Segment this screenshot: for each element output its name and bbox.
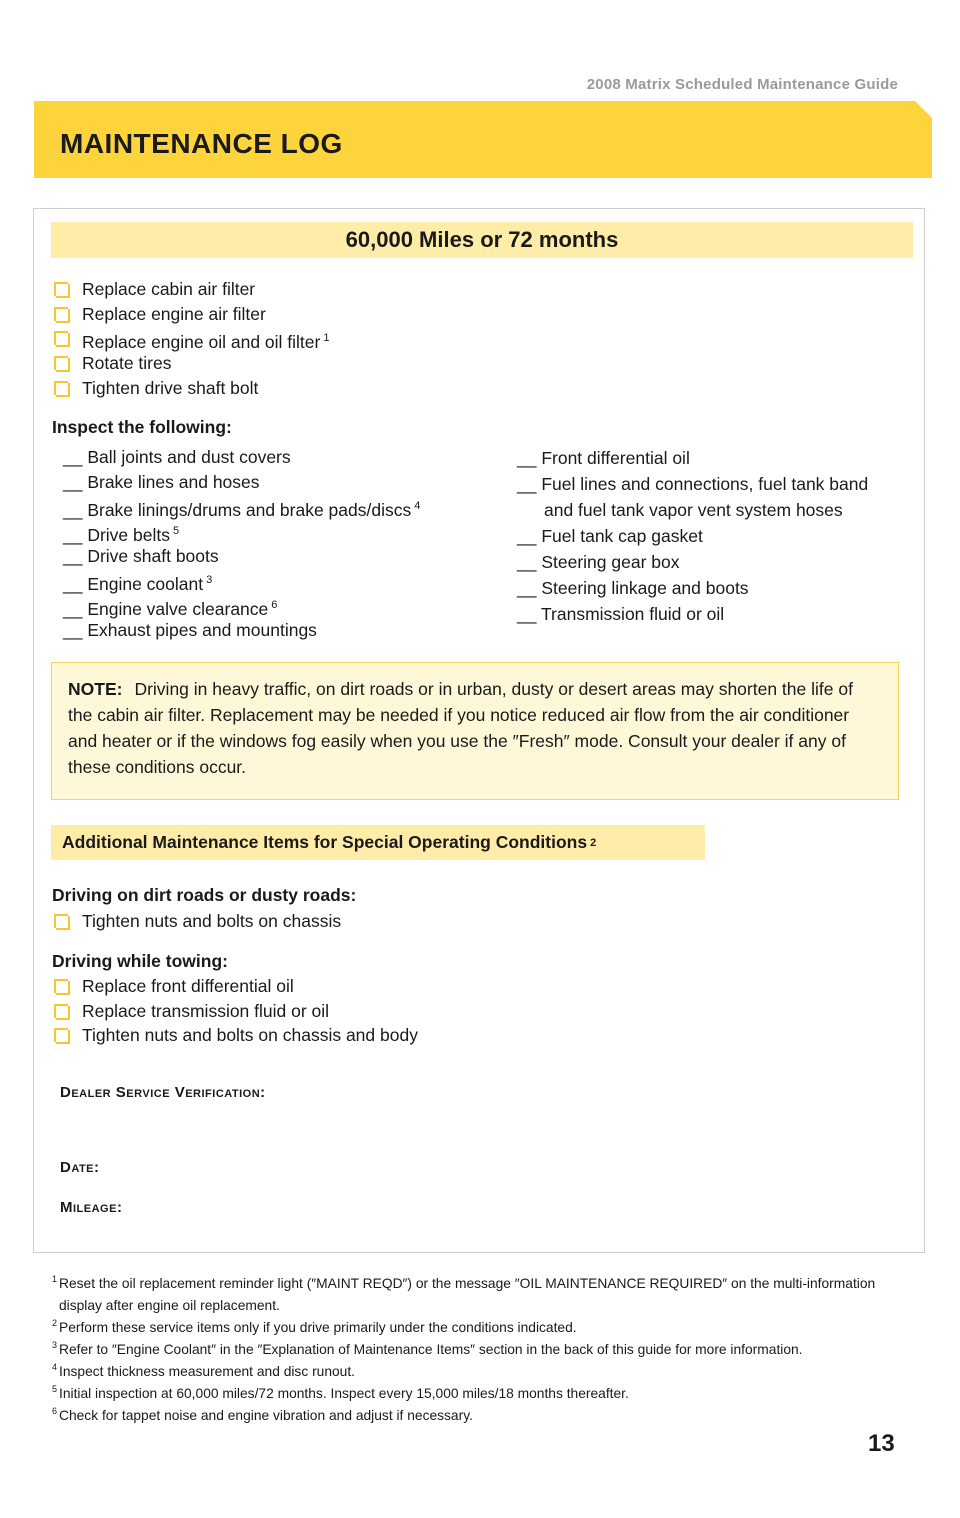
- inspect-item: __ Drive shaft boots: [63, 545, 219, 566]
- footnote: 6 Check for tappet noise and engine vibration and adjust if necessary.: [52, 1406, 473, 1423]
- checklist-item[interactable]: Replace cabin air filter: [52, 277, 329, 302]
- checkbox-icon[interactable]: [54, 307, 68, 321]
- mileage-label: Mileage:: [60, 1199, 123, 1216]
- additional-heading: Additional Maintenance Items for Special Operating Conditions 2: [51, 825, 705, 860]
- inspect-item: __ Brake lines and hoses: [63, 471, 260, 492]
- footnote-ref: 1: [323, 332, 330, 345]
- dirt-roads-heading: Driving on dirt roads or dusty roads:: [52, 885, 357, 905]
- inspect-item: __ Engine coolant $^3$: [63, 574, 213, 595]
- footnote: 2 Perform these service items only if you drive primarily under the conditions indicated.: [52, 1318, 577, 1335]
- page-title: MAINTENANCE LOG: [60, 128, 343, 159]
- checklist-item[interactable]: Tighten nuts and bolts on chassis: [52, 909, 341, 934]
- footnote: 3 Refer to ″Engine Coolant″ in the ″Explanation of Maintenance Items″ section in the back of this guide for more information.: [52, 1340, 803, 1357]
- dealer-verification-label: Dealer Service Verification:: [60, 1084, 266, 1101]
- footnote-ref: 4: [414, 500, 421, 513]
- inspect-heading: Inspect the following:: [52, 417, 232, 437]
- inspect-item: __ Drive belts $^5$: [63, 525, 180, 546]
- towing-heading: Driving while towing:: [52, 951, 228, 971]
- checkbox-icon[interactable]: [54, 979, 68, 993]
- footnote: 4 Inspect thickness measurement and disc runout.: [52, 1362, 356, 1379]
- note-box: [51, 662, 899, 800]
- inspect-item: __ Brake linings/drums and brake pads/discs $^4$: [63, 500, 421, 521]
- note-text: Driving in heavy traffic, on dirt roads or in urban, dusty or desert areas may shorten the life of the cabin air filter. Replacement may be needed if you notice reduced air flow from the air conditioner and heater or if the windows fog easily when you use the ″Fresh″ mode. Consult your dealer if any of these conditions occur.: [68, 679, 853, 777]
- footnotes: [52, 1273, 882, 1427]
- checkbox-icon[interactable]: [54, 331, 68, 345]
- checkbox-icon[interactable]: [54, 1028, 68, 1042]
- checkbox-icon[interactable]: [54, 1004, 68, 1018]
- inspect-item: __ Fuel tank cap gasket: [517, 526, 703, 546]
- inspect-item: __ Transmission fluid or oil: [517, 604, 725, 624]
- inspect-item: __ Front differential oil: [517, 448, 690, 468]
- footnote-ref: 6: [271, 599, 278, 612]
- towing-checklist: [52, 974, 418, 1048]
- inspect-list-right: [517, 445, 868, 627]
- checkbox-icon[interactable]: [54, 381, 68, 395]
- note-label: NOTE:: [68, 679, 123, 699]
- checkbox-icon[interactable]: [54, 282, 68, 296]
- page-number: 13: [868, 1430, 895, 1457]
- service-checklist: [52, 277, 329, 400]
- checklist-item[interactable]: Tighten drive shaft bolt: [52, 376, 329, 401]
- inspect-item: __ Ball joints and dust covers: [63, 447, 291, 467]
- checklist-item[interactable]: Replace front differential oil: [52, 974, 418, 999]
- footnote-ref: 3: [206, 574, 213, 587]
- footnote-ref: 5: [173, 525, 180, 538]
- inspect-list-left: [63, 445, 420, 643]
- inspect-item: __ Engine valve clearance $^6$: [63, 599, 278, 620]
- inspect-item-continued: and fuel tank vapor vent system hoses: [544, 500, 843, 520]
- inspect-item: __ Fuel lines and connections, fuel tank band: [517, 474, 869, 494]
- checklist-item[interactable]: Replace engine oil and oil filter $^1$: [52, 326, 329, 351]
- checklist-item[interactable]: Rotate tires: [52, 351, 329, 376]
- inspect-item: __ Exhaust pipes and mountings: [63, 619, 317, 640]
- footnote: 1 Reset the oil replacement reminder light (″MAINT REQD″) or the message ″OIL MAINTENANCE REQUIRED″ on the multi-information display after engine oil replacement.: [52, 1274, 876, 1313]
- section-heading: 60,000 Miles or 72 months: [51, 222, 913, 258]
- dirt-roads-checklist: [52, 909, 341, 934]
- date-label: Date:: [60, 1159, 100, 1176]
- checklist-item[interactable]: Replace transmission fluid or oil: [52, 999, 418, 1024]
- footnote: 5 Initial inspection at 60,000 miles/72 months. Inspect every 15,000 miles/18 months thereafter.: [52, 1384, 629, 1401]
- inspect-item: __ Steering linkage and boots: [517, 578, 749, 598]
- checkbox-icon[interactable]: [54, 356, 68, 370]
- checklist-item[interactable]: Replace engine air filter: [52, 302, 329, 327]
- checklist-item[interactable]: Tighten nuts and bolts on chassis and body: [52, 1023, 418, 1048]
- inspect-item: __ Steering gear box: [517, 552, 680, 572]
- footnote-ref: 2: [590, 836, 597, 849]
- checkbox-icon[interactable]: [54, 914, 68, 928]
- guide-title: 2008 Matrix Scheduled Maintenance Guide: [586, 76, 898, 93]
